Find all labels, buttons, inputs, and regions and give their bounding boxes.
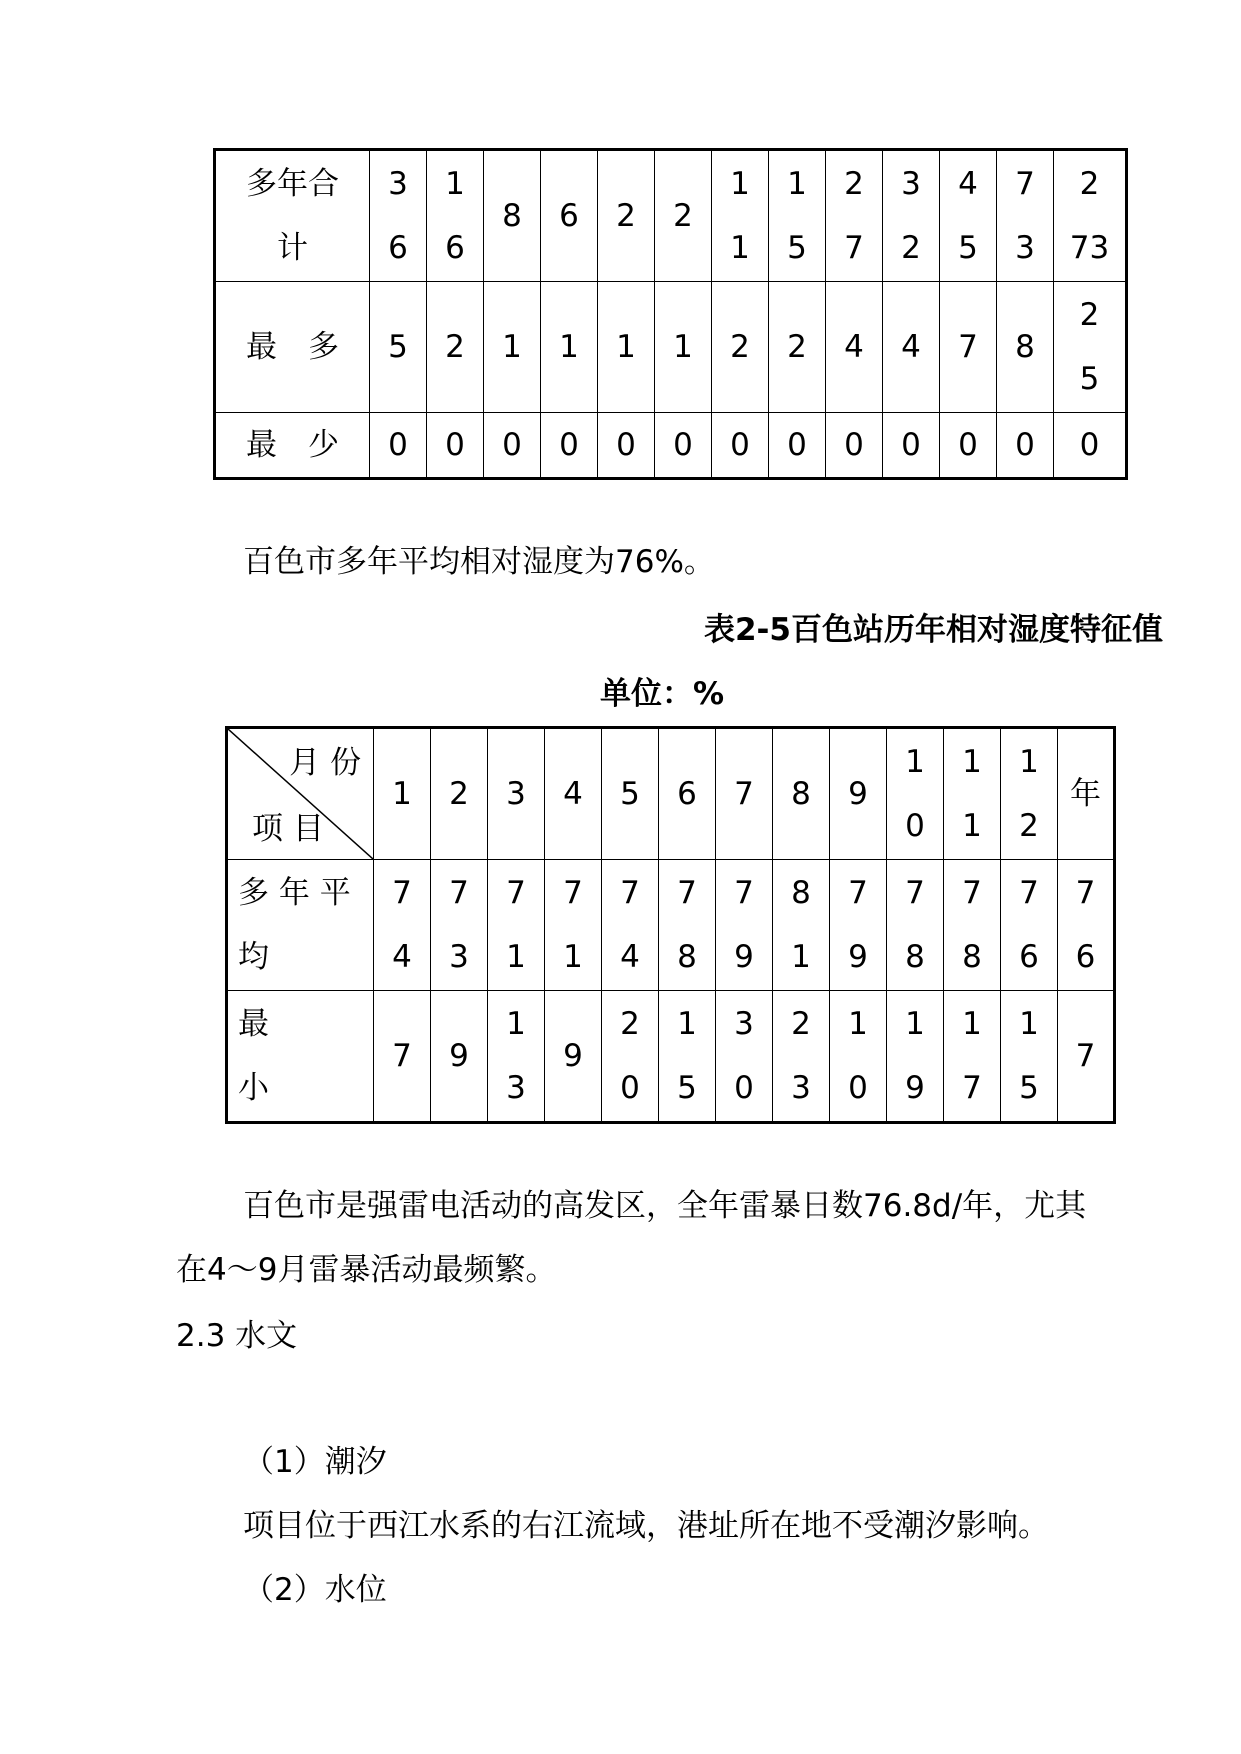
- table-cell: [545, 860, 602, 991]
- row-label: [215, 413, 370, 479]
- table-cell: [826, 413, 883, 479]
- table-cell: [1001, 991, 1058, 1123]
- cell-text: 6: [559, 198, 579, 234]
- cell-text: 7: [734, 776, 754, 812]
- table-cell: [370, 282, 427, 413]
- cell-text: 3: [506, 1070, 526, 1106]
- column-header: [716, 728, 773, 860]
- cell-text: 1: [559, 329, 579, 365]
- row-label: [227, 860, 374, 991]
- table2-title: 表2-5百色站历年相对湿度特征值: [703, 612, 1163, 648]
- cell-text: 1: [905, 1006, 925, 1042]
- cell-text: 8: [1015, 329, 1035, 365]
- table-cell: [997, 150, 1054, 282]
- cell-text: 0: [734, 1070, 754, 1106]
- cell-text: 3: [734, 1006, 754, 1042]
- cell-text: 6: [677, 776, 697, 812]
- cell-text: 4: [958, 166, 978, 202]
- table-cell: [944, 991, 1001, 1123]
- cell-text: 0: [559, 427, 579, 463]
- row-label: [215, 282, 370, 413]
- table-row: [227, 860, 1115, 991]
- table-cell: [655, 413, 712, 479]
- cell-text: 1: [677, 1006, 697, 1042]
- subheading-water-level: （2）水位: [243, 1572, 387, 1608]
- cell-text: 0: [958, 427, 978, 463]
- cell-text: 2: [1079, 297, 1100, 333]
- cell-text: 9: [563, 1038, 583, 1074]
- cell-text: 2: [620, 1006, 640, 1042]
- cell-text: 2: [449, 776, 469, 812]
- cell-text: 0: [445, 427, 465, 463]
- table-cell: [374, 991, 431, 1123]
- cell-text: 3: [506, 776, 526, 812]
- cell-text: 1: [905, 744, 925, 780]
- table-cell: [427, 413, 484, 479]
- table-cell: [773, 860, 830, 991]
- cell-text: 1: [392, 776, 412, 812]
- table-cell: [370, 150, 427, 282]
- column-header: [1001, 728, 1058, 860]
- cell-text: 1: [962, 1006, 982, 1042]
- cell-text: 4: [844, 329, 864, 365]
- cell-text: 7: [392, 875, 412, 911]
- cell-text: 0: [620, 1070, 640, 1106]
- cell-text: 3: [1015, 230, 1035, 266]
- cell-text: 0: [730, 427, 750, 463]
- cell-text: 1: [787, 166, 807, 202]
- table-cell: [769, 413, 826, 479]
- cell-text: 2: [730, 329, 750, 365]
- column-header: [887, 728, 944, 860]
- cell-text: 9: [734, 939, 754, 975]
- corner-month-label: 月 份: [289, 745, 361, 781]
- column-header: [830, 728, 887, 860]
- cell-text: 9: [449, 1038, 469, 1074]
- cell-text: 4: [620, 939, 640, 975]
- table-cell: [488, 991, 545, 1123]
- cell-text: 7: [1019, 875, 1039, 911]
- cell-text: 8: [962, 939, 982, 975]
- humidity-paragraph: 百色市多年平均相对湿度为76%。: [243, 544, 715, 580]
- cell-text: 0: [787, 427, 807, 463]
- cell-text: 2: [616, 198, 636, 234]
- cell-text: 最 少: [246, 427, 339, 463]
- table-cell: [1054, 413, 1127, 479]
- cell-text: 0: [1079, 427, 1100, 463]
- cell-text: 7: [1075, 1038, 1096, 1074]
- cell-text: 6: [388, 230, 408, 266]
- cell-text: 8: [502, 198, 522, 234]
- thunder-paragraph-line2: 在4～9月雷暴活动最频繁。: [176, 1252, 557, 1288]
- column-header: [545, 728, 602, 860]
- table-cell: [541, 282, 598, 413]
- table-cell: [1054, 282, 1127, 413]
- cell-text: 1: [506, 939, 526, 975]
- cell-text: 3: [388, 166, 408, 202]
- cell-text: 计: [277, 230, 308, 266]
- cell-text: 1: [791, 939, 811, 975]
- cell-text: 7: [962, 875, 982, 911]
- column-header: [773, 728, 830, 860]
- table-cell: [716, 991, 773, 1123]
- table-cell: [883, 150, 940, 282]
- table-cell: [830, 991, 887, 1123]
- table-cell: [427, 282, 484, 413]
- cell-text: 3: [901, 166, 921, 202]
- cell-text: 2: [787, 329, 807, 365]
- table-cell: [940, 282, 997, 413]
- cell-text: 7: [734, 875, 754, 911]
- table-cell: [712, 150, 769, 282]
- cell-text: 0: [388, 427, 408, 463]
- cell-text: 1: [730, 166, 750, 202]
- cell-text: 均: [238, 939, 269, 975]
- cell-text: 1: [673, 329, 693, 365]
- subheading-tide: （1）潮汐: [243, 1444, 387, 1480]
- cell-text: 3: [791, 1070, 811, 1106]
- cell-text: 1: [563, 939, 583, 975]
- table-cell: [602, 991, 659, 1123]
- cell-text: 8: [791, 776, 811, 812]
- cell-text: 1: [616, 329, 636, 365]
- cell-text: 7: [620, 875, 640, 911]
- table-cell: [1001, 860, 1058, 991]
- table-cell: [773, 991, 830, 1123]
- table-cell: [541, 150, 598, 282]
- column-header: [602, 728, 659, 860]
- table-cell: [659, 860, 716, 991]
- cell-text: 7: [506, 875, 526, 911]
- cell-text: 多 年 平: [238, 875, 351, 911]
- cell-text: 2: [445, 329, 465, 365]
- section-heading-hydrology: 2.3 水文: [176, 1318, 298, 1354]
- cell-text: 1: [1019, 744, 1039, 780]
- table-cell: [830, 860, 887, 991]
- cell-text: 0: [1015, 427, 1035, 463]
- cell-text: 1: [962, 808, 982, 844]
- table-cell: [1058, 991, 1115, 1123]
- cell-text: 1: [962, 744, 982, 780]
- table-cell: [431, 991, 488, 1123]
- table-cell: [431, 860, 488, 991]
- table-cell: [484, 150, 541, 282]
- table-corner-cell: [227, 728, 374, 860]
- cell-text: 1: [506, 1006, 526, 1042]
- cell-text: 5: [1079, 361, 1100, 397]
- cell-text: 5: [677, 1070, 697, 1106]
- cell-text: 4: [901, 329, 921, 365]
- table-cell: [883, 413, 940, 479]
- cell-text: 7: [844, 230, 864, 266]
- table-header-row: [227, 728, 1115, 860]
- cell-text: 5: [620, 776, 640, 812]
- cell-text: 9: [905, 1070, 925, 1106]
- cell-text: 2: [901, 230, 921, 266]
- cell-text: 9: [848, 939, 868, 975]
- column-header: [431, 728, 488, 860]
- table-cell: [826, 150, 883, 282]
- table-cell: [826, 282, 883, 413]
- table-cell: [1058, 860, 1115, 991]
- table-cell: [598, 282, 655, 413]
- cell-text: 3: [449, 939, 469, 975]
- table-cell: [659, 991, 716, 1123]
- cell-text: 0: [901, 427, 921, 463]
- cell-text: 多年合: [246, 166, 339, 202]
- cell-text: 6: [445, 230, 465, 266]
- table-cell: [716, 860, 773, 991]
- cell-text: 1: [445, 166, 465, 202]
- cell-text: 7: [848, 875, 868, 911]
- cell-text: 0: [616, 427, 636, 463]
- table2-unit: 单位：%: [600, 676, 725, 712]
- cell-text: 1: [502, 329, 522, 365]
- table-cell: [598, 413, 655, 479]
- table-row: [215, 413, 1127, 479]
- cell-text: 5: [787, 230, 807, 266]
- table-row: [215, 150, 1127, 282]
- cell-text: 2: [791, 1006, 811, 1042]
- table-cell: [655, 150, 712, 282]
- table-cell: [602, 860, 659, 991]
- cell-text: 4: [392, 939, 412, 975]
- cell-text: 7: [1015, 166, 1035, 202]
- table-cell: [427, 150, 484, 282]
- table-cell: [655, 282, 712, 413]
- cell-text: 0: [502, 427, 522, 463]
- column-header: [659, 728, 716, 860]
- cell-text: 7: [563, 875, 583, 911]
- table-cell: [488, 860, 545, 991]
- row-label: [215, 150, 370, 282]
- cell-text: 7: [1075, 875, 1096, 911]
- cell-text: 7: [677, 875, 697, 911]
- humidity-table: [225, 726, 1116, 1124]
- table-cell: [545, 991, 602, 1123]
- cell-text: 8: [905, 939, 925, 975]
- table-cell: [887, 991, 944, 1123]
- table-cell: [997, 282, 1054, 413]
- table-cell: [374, 860, 431, 991]
- cell-text: 73: [1069, 230, 1110, 266]
- table-cell: [598, 150, 655, 282]
- cell-text: 2: [1019, 808, 1039, 844]
- tide-paragraph: 项目位于西江水系的右江流域，港址所在地不受潮汐影响。: [243, 1508, 1049, 1544]
- cell-text: 7: [962, 1070, 982, 1106]
- cell-text: 9: [848, 776, 868, 812]
- table-cell: [1054, 150, 1127, 282]
- cell-text: 0: [848, 1070, 868, 1106]
- cell-text: 8: [791, 875, 811, 911]
- cell-text: 0: [905, 808, 925, 844]
- cell-text: 7: [905, 875, 925, 911]
- table-cell: [997, 413, 1054, 479]
- cell-text: 2: [844, 166, 864, 202]
- table-cell: [769, 150, 826, 282]
- table-cell: [944, 860, 1001, 991]
- cell-text: 0: [844, 427, 864, 463]
- cell-text: 8: [677, 939, 697, 975]
- cell-text: 5: [1019, 1070, 1039, 1106]
- table-row: [227, 991, 1115, 1123]
- cell-text: 7: [449, 875, 469, 911]
- cell-text: 2: [1079, 166, 1100, 202]
- cell-text: 5: [958, 230, 978, 266]
- corner-item-label: 项 目: [252, 811, 324, 847]
- table-cell: [370, 413, 427, 479]
- column-header: [1058, 728, 1115, 860]
- cell-text: 1: [730, 230, 750, 266]
- cell-text: 年: [1070, 776, 1101, 812]
- cell-text: 0: [673, 427, 693, 463]
- thunder-days-table: [213, 148, 1128, 480]
- column-header: [374, 728, 431, 860]
- table-cell: [712, 413, 769, 479]
- table-cell: [940, 413, 997, 479]
- cell-text: 6: [1075, 939, 1096, 975]
- cell-text: 小: [238, 1070, 269, 1106]
- cell-text: 6: [1019, 939, 1039, 975]
- cell-text: 1: [1019, 1006, 1039, 1042]
- column-header: [488, 728, 545, 860]
- cell-text: 7: [958, 329, 978, 365]
- row-label: [227, 991, 374, 1123]
- table-cell: [484, 413, 541, 479]
- table-cell: [769, 282, 826, 413]
- cell-text: 1: [848, 1006, 868, 1042]
- cell-text: 最: [238, 1006, 269, 1042]
- table-cell: [883, 282, 940, 413]
- table-cell: [484, 282, 541, 413]
- thunder-paragraph-line1: 百色市是强雷电活动的高发区，全年雷暴日数76.8d/年，尤其: [243, 1188, 1087, 1224]
- table-row: [215, 282, 1127, 413]
- table-cell: [712, 282, 769, 413]
- cell-text: 最 多: [246, 329, 339, 365]
- table-cell: [940, 150, 997, 282]
- cell-text: 7: [392, 1038, 412, 1074]
- table-cell: [541, 413, 598, 479]
- table-cell: [887, 860, 944, 991]
- column-header: [944, 728, 1001, 860]
- cell-text: 5: [388, 329, 408, 365]
- cell-text: 4: [563, 776, 583, 812]
- cell-text: 2: [673, 198, 693, 234]
